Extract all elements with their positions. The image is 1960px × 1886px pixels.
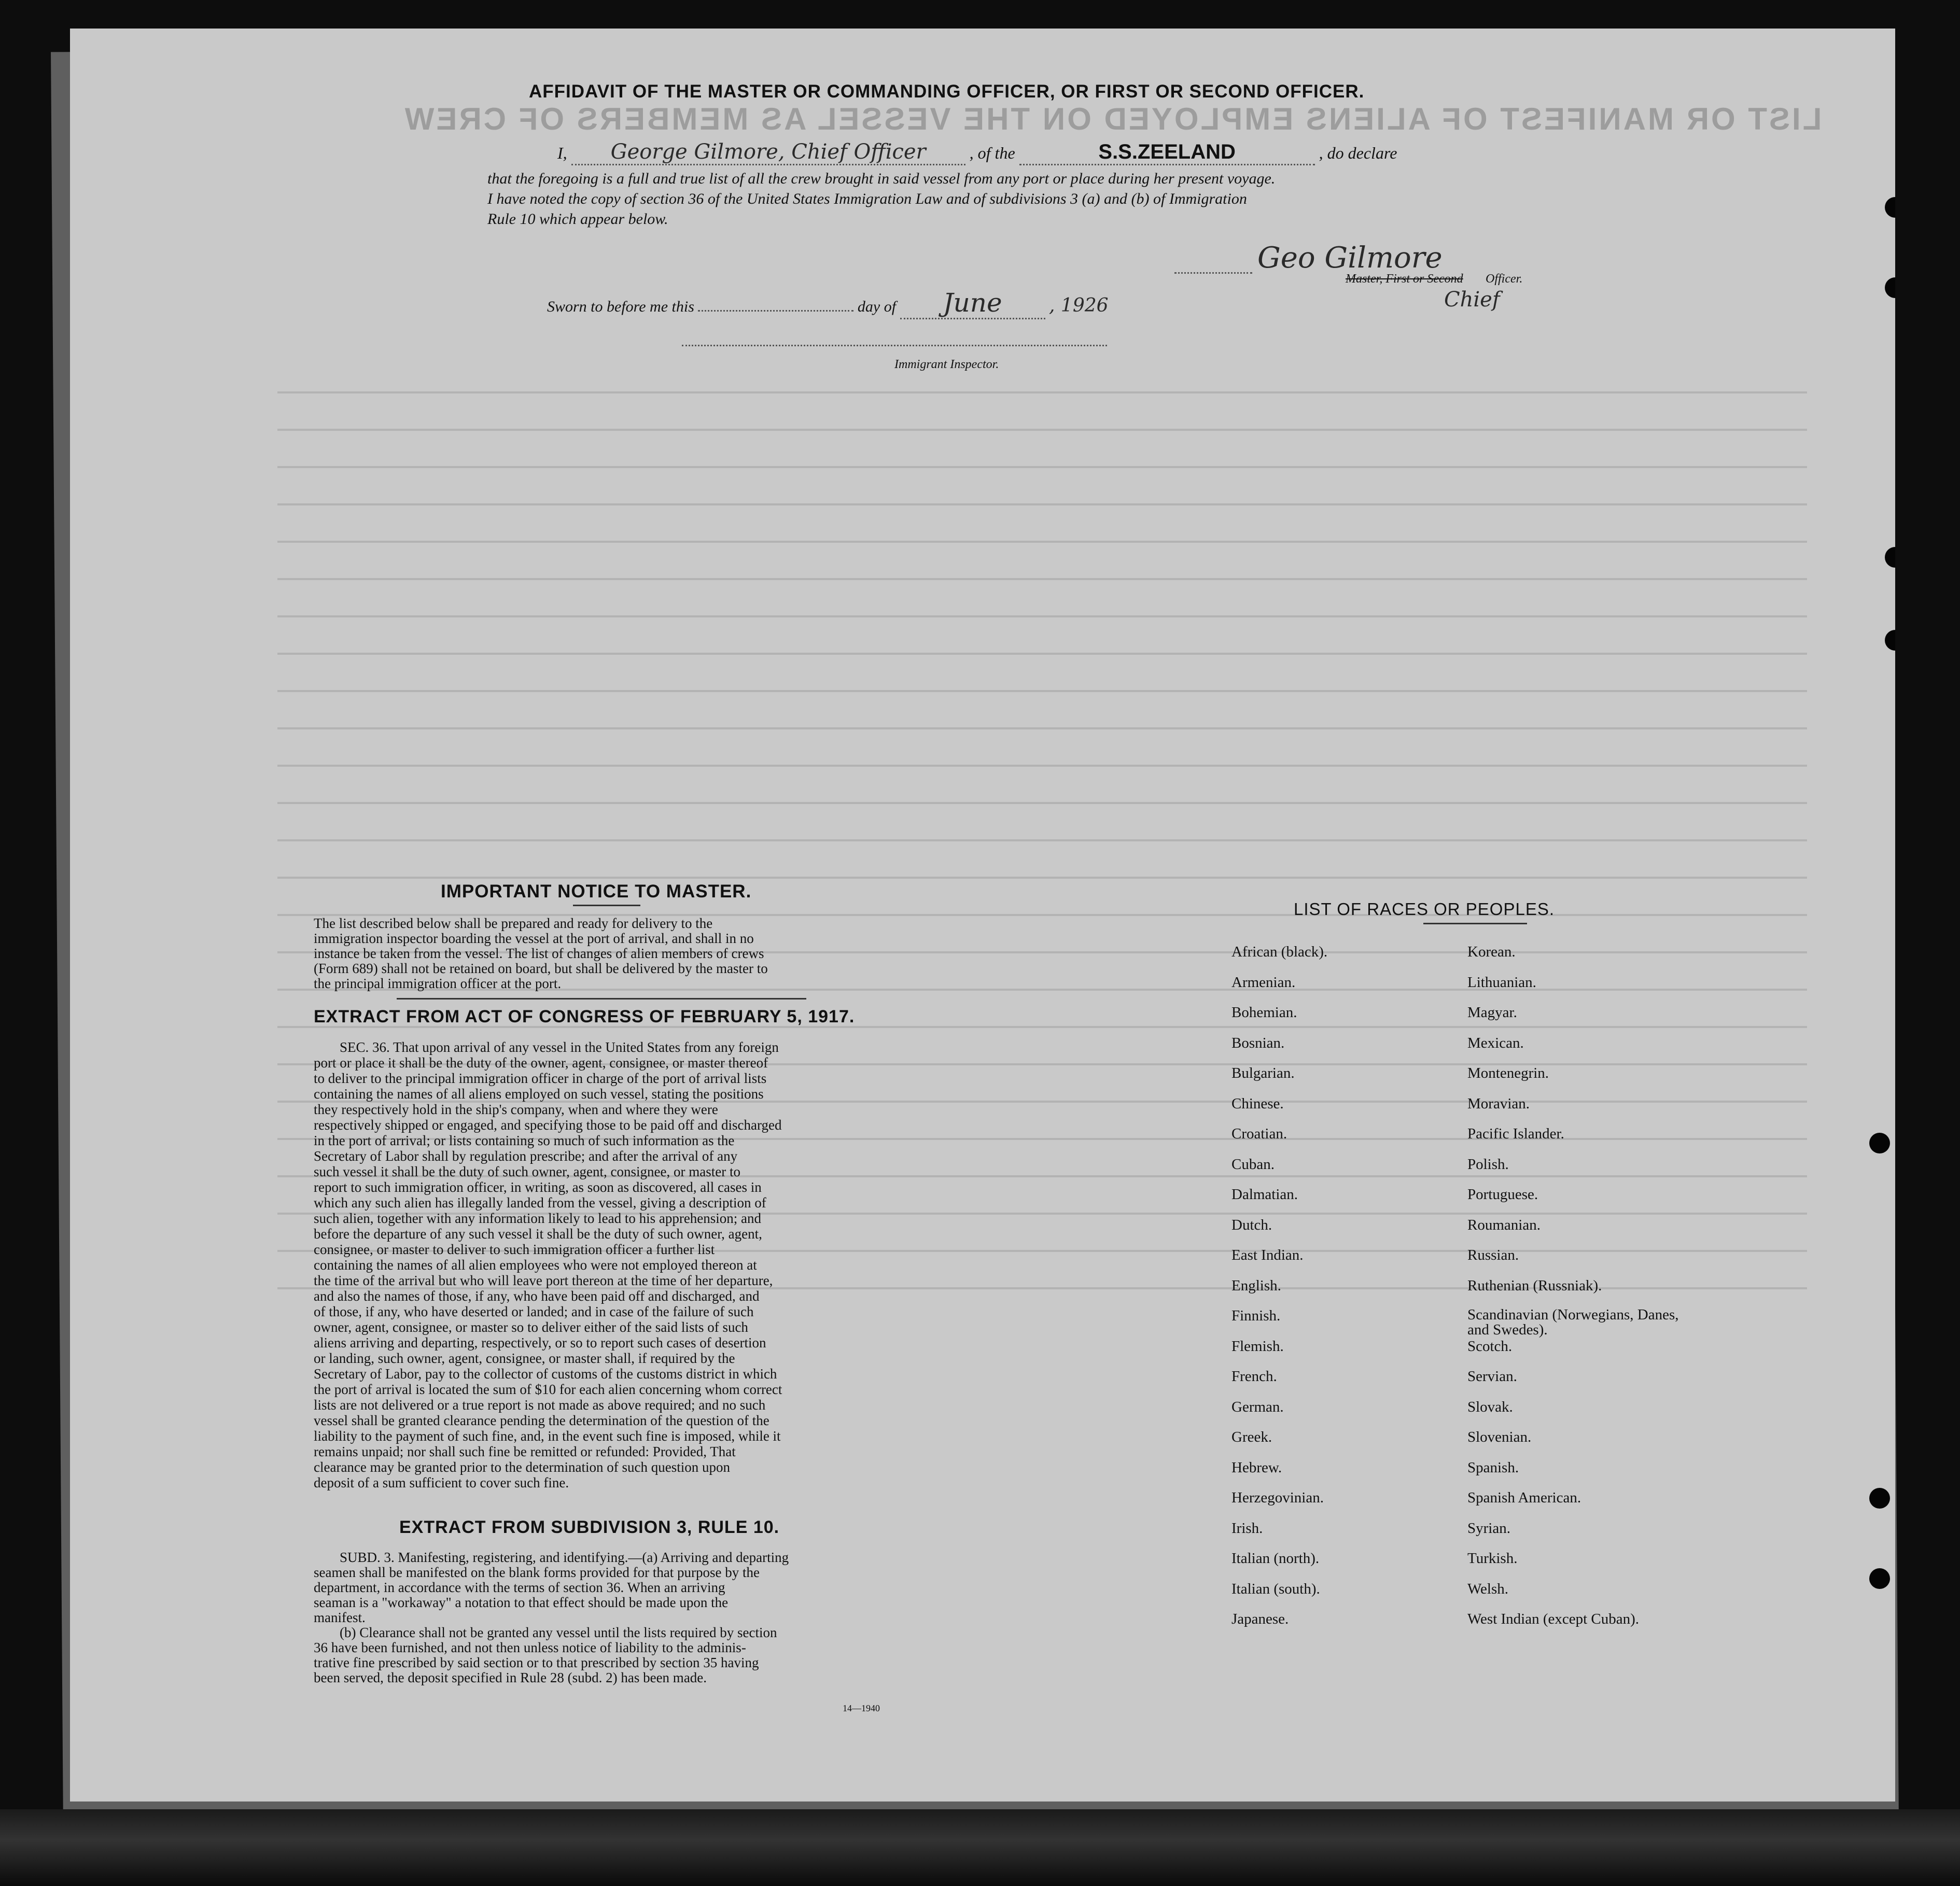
race-item: Pacific Islander. [1467,1125,1564,1142]
act-line: port or place it shall be the duty of the owner, agent, consignee, or master thereof [314,1055,768,1071]
affidavit-body [487,168,1628,229]
act-line: lists are not delivered or a true report is not made as above required; and no such [314,1397,766,1413]
race-item: Bosnian. [1231,1034,1285,1051]
race-item: Herzegovinian. [1231,1489,1324,1506]
sworn-year: , 1926 [1049,295,1109,316]
do-declare-label: , do declare [1319,144,1397,162]
act-extract-body [314,1039,1009,1490]
notice-title-rule [573,905,640,906]
sworn-day-blank [698,310,853,312]
inspector-signature-line [682,345,1107,346]
race-item: Dalmatian. [1231,1186,1298,1203]
vessel-name: S.S.ZEELAND [1019,140,1315,165]
act-line: Secretary of Labor, pay to the collector of customs of the customs district in which [314,1366,777,1382]
section-rule [397,998,806,1000]
act-line: respectively shipped or engaged, and specifying those to be paid off and discharged [314,1117,782,1133]
race-item: English. [1231,1277,1281,1294]
pronoun: I, [557,144,567,162]
act-line: liability to the payment of such fine, and, in the event such fine is imposed, while it [314,1428,781,1444]
race-item: Italian (south). [1231,1580,1320,1597]
act-line: the port of arrival is located the sum of $10 for each alien concerning whom correct [314,1382,782,1397]
of-the-label: , of the [969,144,1015,162]
race-item: Syrian. [1467,1519,1510,1537]
race-item: Cuban. [1231,1156,1275,1173]
act-line: or landing, such owner, agent, consignee, or master shall, if required by the [314,1350,735,1366]
day-of-label: day of [857,298,897,315]
notice-body [314,916,1009,991]
act-line: the time of the arrival but who will leave port thereon at the time of her departure, [314,1273,773,1288]
form-number: 14—1940 [843,1703,880,1713]
act-line: containing the names of all aliens employed on such vessel, stating the positions [314,1086,764,1102]
struck-title: Master, First or Second [1346,272,1463,286]
rule-line: manifest. [314,1610,366,1625]
binder-hole [1869,1133,1890,1153]
race-item: Spanish. [1467,1459,1519,1476]
race-item: Italian (north). [1231,1550,1320,1567]
act-line: remains unpaid; nor shall such fine be remitted or refunded: Provided, That [314,1444,736,1459]
notice-line: the principal immigration officer at the port. [314,976,562,991]
rule-line: trative fine prescribed by said section or to that prescribed by section 35 having [314,1655,759,1670]
act-line: SEC. 36. That upon arrival of any vessel in the United States from any foreign [340,1039,779,1055]
race-item: Dutch. [1231,1216,1272,1233]
race-item: East Indian. [1231,1247,1304,1263]
document-page [70,29,1895,1801]
race-item: Magyar. [1467,1004,1517,1021]
races-title-rule [1423,923,1527,924]
race-item: Polish. [1467,1156,1509,1173]
races-left-column [1231,944,1327,1641]
act-line: in the port of arrival; or lists containing so much of such information as the [314,1133,735,1148]
rule-line: 36 have been furnished, and not then unless notice of liability to the adminis- [314,1640,746,1655]
binder-hole [1869,1568,1890,1589]
race-item: Roumanian. [1467,1216,1541,1233]
binder-hole [1885,197,1895,218]
act-line: they respectively hold in the ship's company, when and where they were [314,1102,718,1117]
act-line: clearance may be granted prior to the determination of such question upon [314,1459,730,1475]
rule-extract-title: EXTRACT FROM SUBDIVISION 3, RULE 10. [399,1517,780,1537]
affidavit-line: I have noted the copy of section 36 of the United States Immigration Law and of subdivisions 3 (a) and (b) of Immigration [487,190,1247,207]
act-line: such vessel it shall be the duty of such owner, agent, consignee, or master to [314,1164,740,1179]
rule-line: been served, the deposit specified in Rule 28 (subd. 2) has been made. [314,1670,707,1685]
rule-line: (b) Clearance shall not be granted any vessel until the lists required by section [340,1625,777,1640]
handwritten-chief: Chief [1444,288,1500,312]
act-line: deposit of a sum sufficient to cover such fine. [314,1475,569,1490]
act-line: aliens arriving and departing, respectively, or so to report such cases of desertion [314,1335,766,1350]
act-line: vessel shall be granted clearance pending the determination of the question of the [314,1413,769,1428]
race-item: Bohemian. [1231,1004,1297,1021]
race-item: Spanish American. [1467,1489,1581,1506]
race-item: Irish. [1231,1519,1263,1537]
race-item: French. [1231,1368,1277,1385]
scan-border-bottom [0,1809,1960,1886]
rule-line: SUBD. 3. Manifesting, registering, and identifying.—(a) Arriving and departing [340,1550,789,1565]
race-item: Welsh. [1467,1580,1509,1597]
signature-dotline [1174,272,1252,274]
race-item: Mexican. [1467,1034,1524,1051]
act-line: Secretary of Labor shall by regulation prescribe; and after the arrival of any [314,1148,738,1164]
race-item: Servian. [1467,1368,1517,1385]
race-item: Korean. [1467,944,1516,960]
rule-line: seamen shall be manifested on the blank forms provided for that purpose by the [314,1565,760,1580]
rule-line: seaman is a "workaway" a notation to that effect should be made upon the [314,1595,729,1610]
binder-hole [1885,547,1895,568]
race-item: Hebrew. [1231,1459,1282,1476]
notice-line: immigration inspector boarding the vessel at the port of arrival, and shall in no [314,931,754,946]
race-item: African (black). [1231,944,1328,960]
act-line: to deliver to the principal immigration officer in charge of the port of arrival lists [314,1071,767,1086]
rule-line: department, in accordance with the terms of section 36. When an arriving [314,1580,725,1595]
race-item: Japanese. [1231,1611,1289,1627]
affidavit-line: that the foregoing is a full and true list of all the crew brought in said vessel from any port or place during her present voyage. [487,170,1276,187]
handwritten-month: June [900,288,1045,319]
sworn-label: Sworn to before me this [547,298,694,315]
act-line: and also the names of those, if any, who have been paid off and discharged, and [314,1288,760,1304]
act-line: such alien, together with any information likely to lead to his apprehension; and [314,1211,762,1226]
handwritten-officer-name: George Gilmore, Chief Officer [571,140,965,165]
binder-hole [1885,630,1895,651]
race-item: Ruthenian (Russniak). [1467,1277,1602,1294]
officer-signature: Geo Gilmore [1257,241,1443,275]
races-title: LIST OF RACES OR PEOPLES. [1294,899,1555,919]
race-item: Greek. [1231,1429,1272,1445]
race-item: Russian. [1467,1247,1519,1263]
race-item: Lithuanian. [1467,974,1536,991]
race-item: Flemish. [1231,1338,1284,1355]
race-item: German. [1231,1398,1284,1415]
notice-line: (Form 689) shall not be retained on board, but shall be delivered by the master to [314,961,768,976]
notice-title: IMPORTANT NOTICE TO MASTER. [441,881,752,902]
races-right-column [1467,944,1690,1641]
notice-line: instance be taken from the vessel. The list of changes of alien members of crews [314,946,764,961]
act-line: which any such alien has illegally landed from the vessel, giving a description of [314,1195,766,1211]
inspector-label: Immigrant Inspector. [894,358,999,371]
bleed-through-title: LIST OR MANIFEST OF ALIENS EMPLOYED ON THE VESSEL AS MEMBERS OF CREW [402,102,1822,136]
race-item: Portuguese. [1467,1186,1538,1203]
affidavit-first-line [557,140,1620,165]
binder-hole [1885,277,1895,298]
race-item: West Indian (except Cuban). [1467,1611,1640,1627]
race-item: Slovenian. [1467,1429,1532,1445]
act-extract-title: EXTRACT FROM ACT OF CONGRESS OF FEBRUARY 5, 1917. [314,1007,855,1026]
act-line: containing the names of all alien employees who were not employed thereon at [314,1257,757,1273]
race-item: Finnish. [1231,1307,1281,1324]
race-item: Croatian. [1231,1125,1287,1142]
notice-line: The list described below shall be prepared and ready for delivery to the [314,916,713,931]
officer-title: Officer. [1486,272,1523,286]
affidavit-title: AFFIDAVIT OF THE MASTER OR COMMANDING OFFICER, OR FIRST OR SECOND OFFICER. [529,81,1365,102]
race-item: Turkish. [1467,1550,1518,1567]
act-line: consignee, or master to deliver to such immigration officer a further list [314,1242,715,1257]
race-item: Scandinavian (Norwegians, Danes, and Swedes). [1467,1306,1679,1338]
affidavit-line: Rule 10 which appear below. [487,210,668,228]
act-line: before the departure of any such vessel it shall be the duty of such owner, agent, [314,1226,762,1242]
act-line: owner, agent, consignee, or master so to deliver either of the said lists of such [314,1319,748,1335]
rule-extract-body [314,1550,1009,1685]
sworn-line [547,288,1325,319]
act-line: report to such immigration officer, in writing, as soon as discovered, all cases in [314,1179,762,1195]
act-line: of those, if any, who have deserted or landed; and in case of the failure of such [314,1304,754,1319]
race-item: Moravian. [1467,1095,1530,1112]
race-item: Montenegrin. [1467,1065,1549,1081]
race-item: Chinese. [1231,1095,1284,1112]
race-item: Armenian. [1231,974,1296,991]
binder-hole [1869,1488,1890,1509]
race-item: Slovak. [1467,1398,1513,1415]
race-item: Scotch. [1467,1338,1513,1355]
race-item: Bulgarian. [1231,1065,1295,1081]
